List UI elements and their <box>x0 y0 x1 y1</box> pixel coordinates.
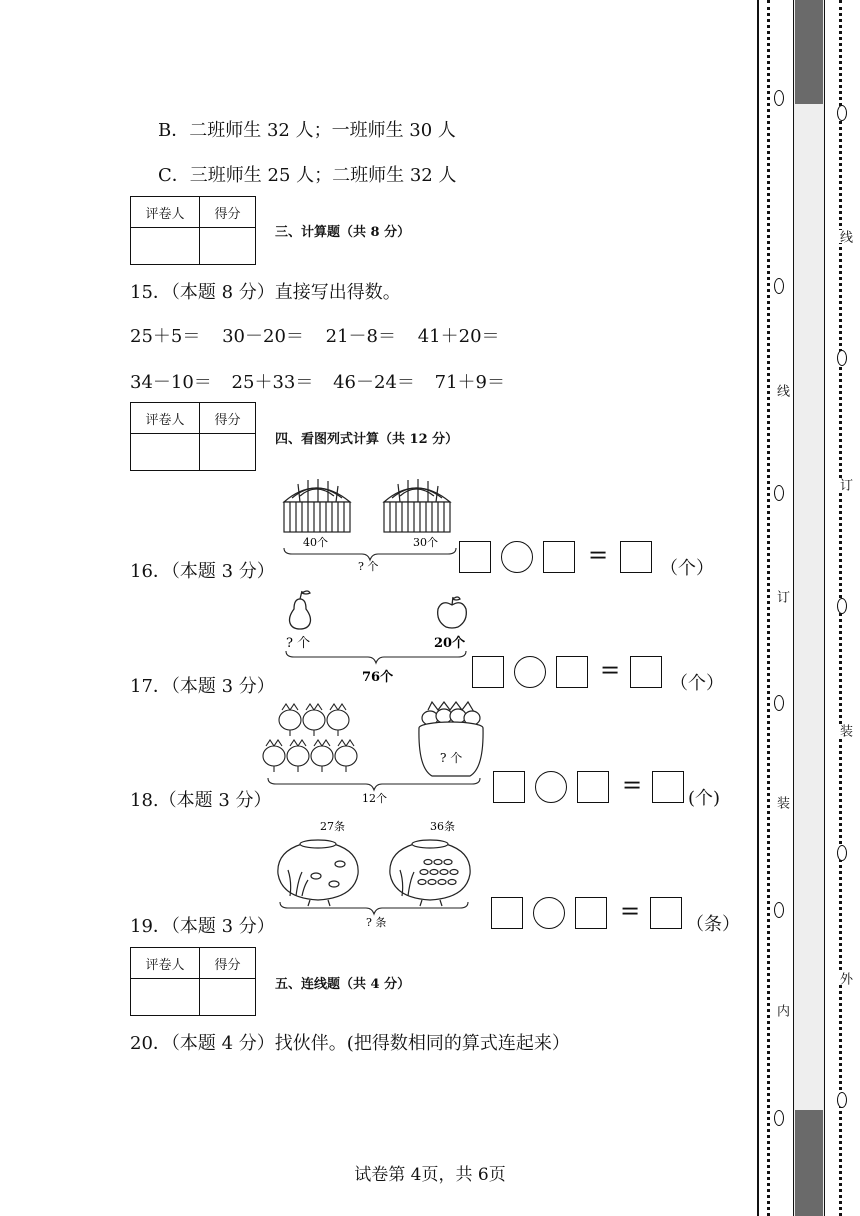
side-label-nei: 内 <box>774 1004 789 1017</box>
binding-hole <box>774 90 784 106</box>
equals-sign: = <box>622 771 643 799</box>
grader-label: 评卷人 <box>131 197 200 228</box>
score-table <box>130 196 256 265</box>
binding-hole <box>837 105 847 121</box>
operator-circle[interactable] <box>535 771 567 803</box>
binding-hole <box>774 485 784 501</box>
q17-figure <box>280 585 475 690</box>
q19-unit: （条） <box>686 914 740 935</box>
score-table <box>130 947 256 1016</box>
score-label: 得分 <box>200 403 256 434</box>
binding-hole <box>774 695 784 711</box>
binding-hole <box>837 598 847 614</box>
operator-circle[interactable] <box>501 541 533 573</box>
equals-sign: = <box>588 541 609 569</box>
q19-figure <box>274 818 488 930</box>
answer-box[interactable] <box>493 771 525 803</box>
binding-hole <box>837 350 847 366</box>
q16-brace <box>284 548 456 560</box>
q17-unit: （个） <box>670 673 724 694</box>
q16-total-label: ? 个 <box>358 560 379 573</box>
q18-label: 18.（本题 3 分） <box>130 790 272 811</box>
answer-box[interactable] <box>650 897 682 929</box>
score-cell <box>200 228 256 265</box>
operator-circle[interactable] <box>533 897 565 929</box>
q15-row1 <box>130 322 500 348</box>
binding-hole <box>837 1092 847 1108</box>
fishbowl-icon <box>390 840 470 906</box>
q17-brace <box>286 651 466 663</box>
q18-basket-label: ? 个 <box>440 751 463 765</box>
apple-icon <box>438 597 467 628</box>
answer-box[interactable] <box>630 656 662 688</box>
score-cell <box>200 979 256 1016</box>
answer-box[interactable] <box>620 541 652 573</box>
q18-unit: (个) <box>688 788 721 809</box>
page-footer: 试卷第 4页，共 6页 <box>354 1165 506 1185</box>
expr: 30－20＝ <box>222 326 304 347</box>
side-label-xian-outer: 线 <box>837 230 852 243</box>
answer-box[interactable] <box>577 771 609 803</box>
answer-box[interactable] <box>575 897 607 929</box>
option-b: B．二班师生 32 人；一班师生 30 人 <box>158 120 456 141</box>
q19-label: 19．（本题 3 分） <box>130 916 275 937</box>
score-label: 得分 <box>200 948 256 979</box>
equals-sign: = <box>600 656 621 684</box>
q17-label: 17．（本题 3 分） <box>130 676 275 697</box>
expr: 25＋33＝ <box>231 372 314 393</box>
q20-title: 20．（本题 4 分）找伙伴。(把得数相同的算式连起来） <box>130 1033 570 1054</box>
binding-hole <box>774 1110 784 1126</box>
q17-total-label: 76个 <box>362 670 394 685</box>
expr: 34－10＝ <box>130 372 212 393</box>
side-label-zhuang-outer: 装 <box>837 724 852 737</box>
answer-box[interactable] <box>459 541 491 573</box>
side-label-xian: 线 <box>774 384 789 397</box>
expr: 46－24＝ <box>333 372 415 393</box>
treasure-chest-icon <box>284 479 350 532</box>
expr: 25＋5＝ <box>130 326 201 347</box>
side-label-ding-outer: 订 <box>837 478 852 491</box>
q18-total-label: 12个 <box>362 792 387 805</box>
q17-left-label: ? 个 <box>286 636 311 651</box>
q15-title: 15．（本题 8 分）直接写出得数。 <box>130 282 401 303</box>
q16-figure <box>278 472 463 572</box>
side-label-ding: 订 <box>774 590 789 603</box>
q18-brace <box>268 778 480 790</box>
q19-total-label: ? 条 <box>366 916 387 929</box>
side-label-zhuang: 装 <box>774 796 789 809</box>
answer-box[interactable] <box>472 656 504 688</box>
equals-sign: = <box>620 897 641 925</box>
side-label-wai: 外 <box>837 972 852 985</box>
treasure-chest-icon <box>384 479 450 532</box>
section-title-picture: 四、看图列式计算（共 12 分） <box>275 432 459 447</box>
expr: 41＋20＝ <box>417 326 500 347</box>
grader-label: 评卷人 <box>131 948 200 979</box>
q18-figure <box>262 698 484 806</box>
q16-label: 16．（本题 3 分） <box>130 561 275 582</box>
answer-box[interactable] <box>543 541 575 573</box>
answer-box[interactable] <box>652 771 684 803</box>
binding-hole <box>774 278 784 294</box>
q19-left-label: 27条 <box>320 820 345 833</box>
grader-cell <box>131 979 200 1016</box>
expr: 71＋9＝ <box>434 372 505 393</box>
option-c: C．三班师生 25 人；二班师生 32 人 <box>158 165 457 186</box>
band-dark-top <box>795 0 823 104</box>
strip-band <box>793 0 825 1216</box>
section-title-match: 五、连线题（共 4 分） <box>275 977 411 992</box>
q15-row2 <box>130 368 505 394</box>
answer-box[interactable] <box>491 897 523 929</box>
radish-icon <box>263 704 357 772</box>
expr: 21－8＝ <box>325 326 396 347</box>
binding-hole <box>837 845 847 861</box>
score-cell <box>200 434 256 471</box>
pear-icon <box>290 591 311 629</box>
q16-left-label: 40个 <box>303 536 328 549</box>
q16-unit: （个） <box>660 558 714 579</box>
dotted-line <box>767 0 770 1216</box>
q16-right-label: 30个 <box>413 536 438 549</box>
fishbowl-icon <box>278 840 358 906</box>
q17-right-label: 20个 <box>434 636 466 651</box>
answer-box[interactable] <box>556 656 588 688</box>
strip-border <box>757 0 759 1216</box>
q19-right-label: 36条 <box>430 820 455 833</box>
binding-hole <box>774 902 784 918</box>
section-title-calc: 三、计算题（共 8 分） <box>275 225 411 240</box>
score-table <box>130 402 256 471</box>
grader-label: 评卷人 <box>131 403 200 434</box>
grader-cell <box>131 228 200 265</box>
operator-circle[interactable] <box>514 656 546 688</box>
grader-cell <box>131 434 200 471</box>
band-dark-bottom <box>795 1110 823 1216</box>
score-label: 得分 <box>200 197 256 228</box>
